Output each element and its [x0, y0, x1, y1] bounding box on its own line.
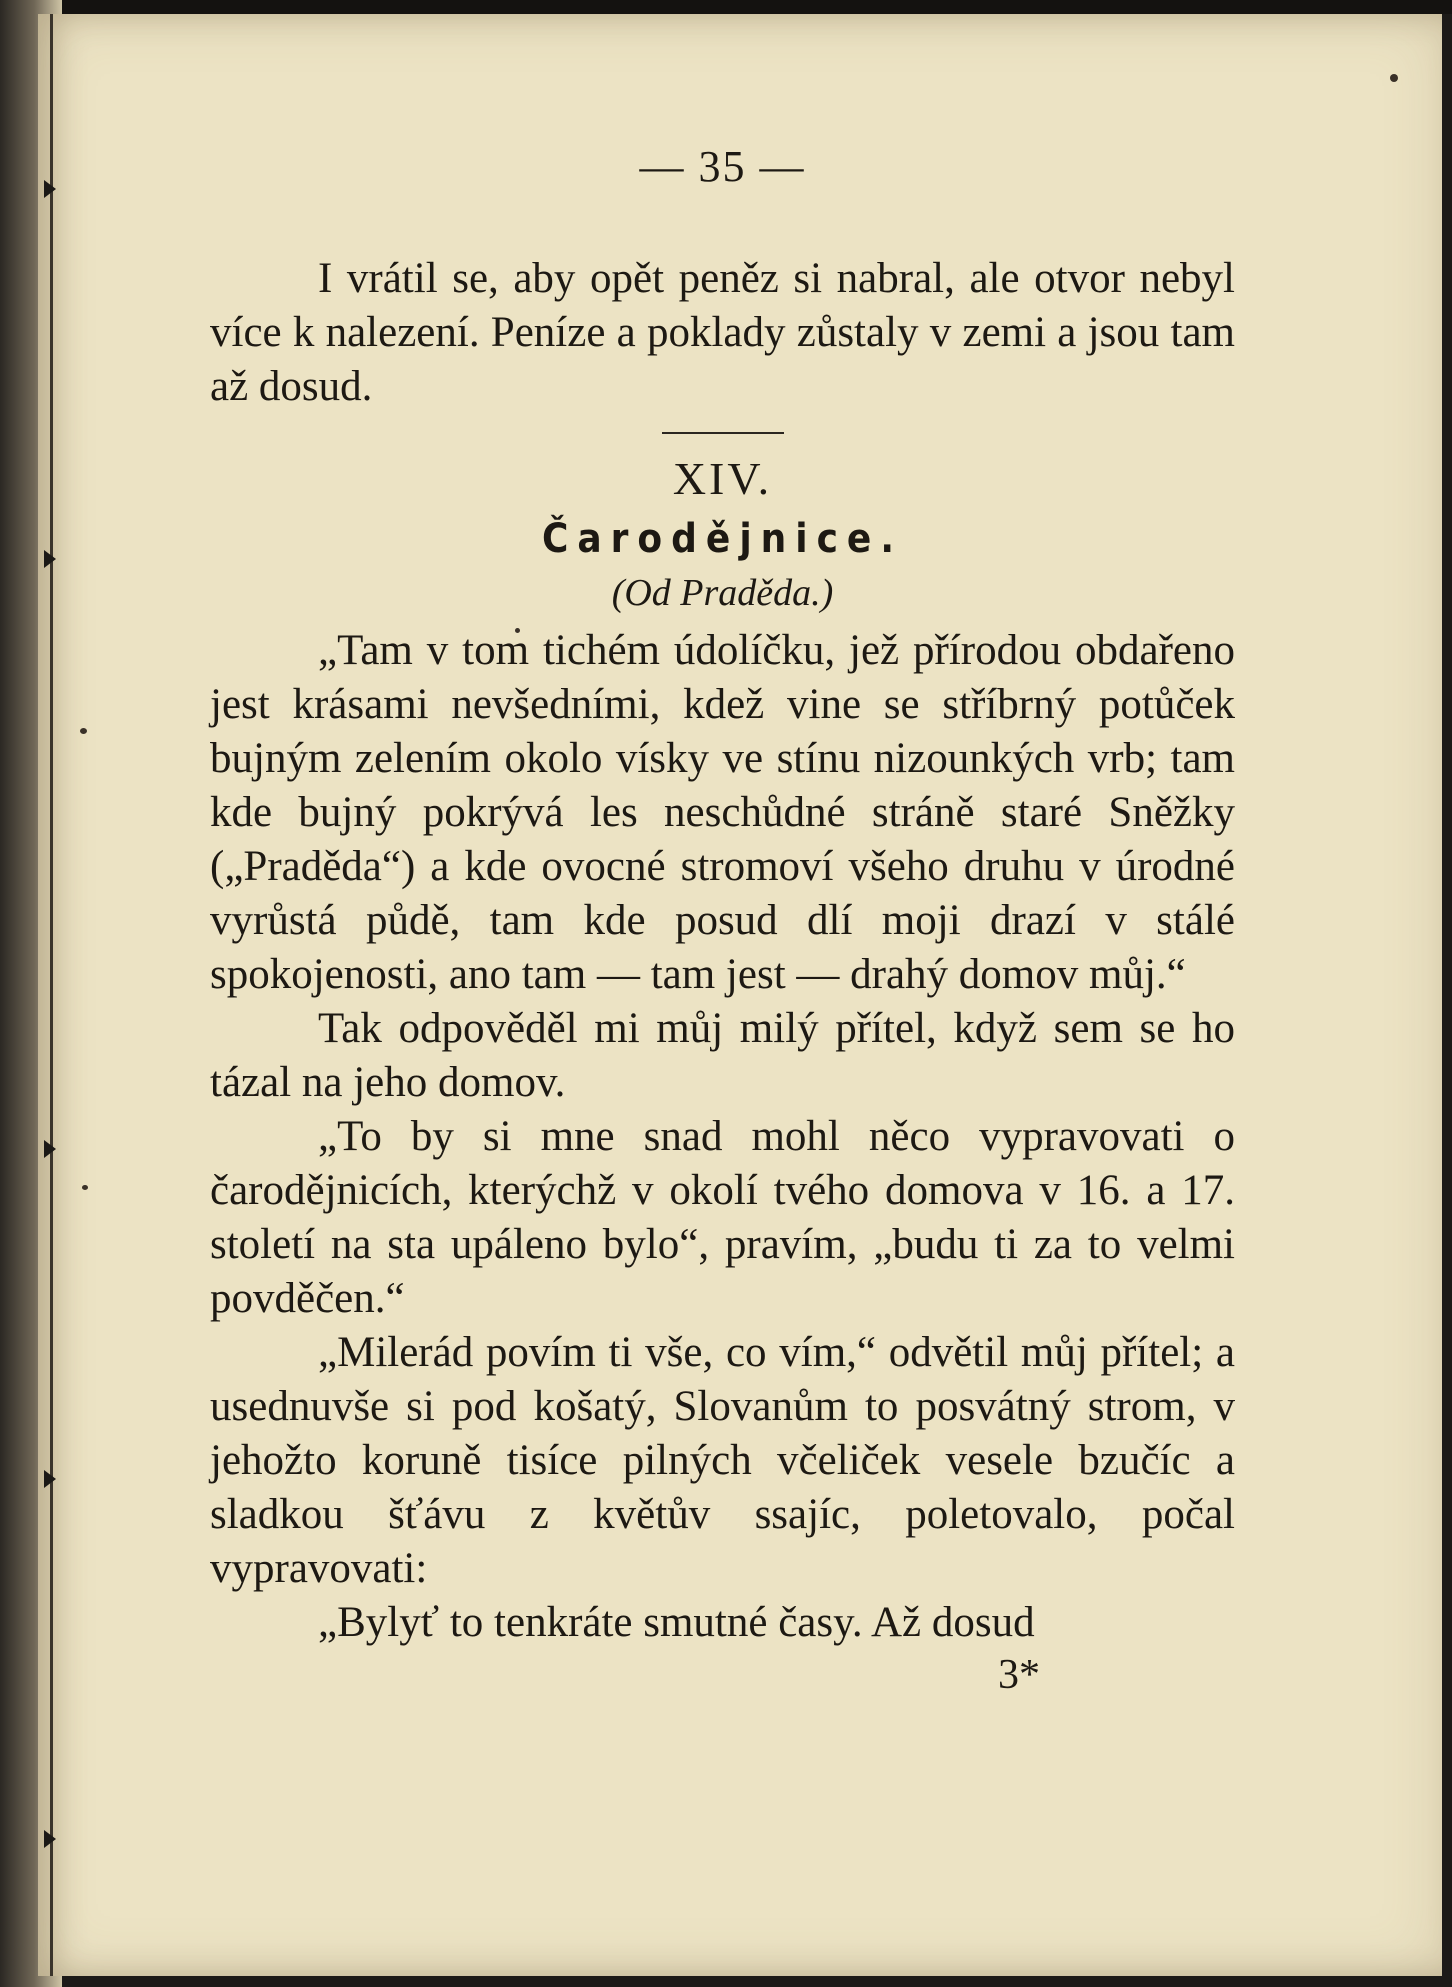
chapter-subtitle: (Od Praděda.) [611, 572, 834, 614]
intro-paragraph: I vrátil se, aby opět peněz si nabral, ale otvor nebyl více k nalezení. Peníze a poklady zůstaly v zemi a jsou tam až dosud. [210, 255, 1235, 410]
body-paragraph: Tak odpověděl mi můj milý přítel, když sem se ho tázal na jeho domov. [210, 1005, 1235, 1106]
page-text [210, 140, 1235, 1702]
body-paragraph: „Tam v tom tichém údolíčku, jež přírodou obdařeno jest krásami nevšedními, kdež vine se stříbrný potůček bujným zelením okolo vísky ve stínu nizounkých vrb; tam kde bujný pokrývá les neschůdné stráně staré Sněžky („Praděda“) a kde ovocné stromoví všeho druhu v úrodné vyrůstá půdě, tam kde posud dlí moji drazí v stálé spokojenosti, ano tam — tam jest — drahý domov můj.“ [210, 627, 1235, 998]
chapter-title: Čarodějnice. [541, 516, 904, 562]
paper-speck [80, 728, 87, 734]
signature-mark: 3* [998, 1652, 1040, 1698]
binding-edge-line [50, 14, 53, 1976]
page-number: — 35 — [639, 142, 806, 191]
paper-speck [82, 1185, 88, 1190]
body-paragraph: „Bylyť to tenkráte smutné časy. Až dosud [318, 1599, 1035, 1646]
chapter-number: XIV. [672, 453, 773, 504]
section-divider [662, 432, 784, 434]
body-paragraph: „Milerád povím ti vše, co vím,“ odvětil můj přítel; a usednuvše si pod košatý, Slovanům to posvátný strom, v jehožto koruně tisíce pilných včeliček vesele bzučíc a sladkou šťávu z květův ssajíc, poletovalo, počal vypravovati: [210, 1329, 1235, 1592]
top-page-edge [62, 0, 1452, 14]
paper-speck [1390, 74, 1398, 82]
body-paragraph: „To by si mne snad mohl něco vypravovati o čarodějnicích, kterýchž v okolí tvého domova v 16. a 17. století na sta upáleno bylo“, pravím, „budu ti za to velmi povděčen.“ [210, 1113, 1235, 1322]
